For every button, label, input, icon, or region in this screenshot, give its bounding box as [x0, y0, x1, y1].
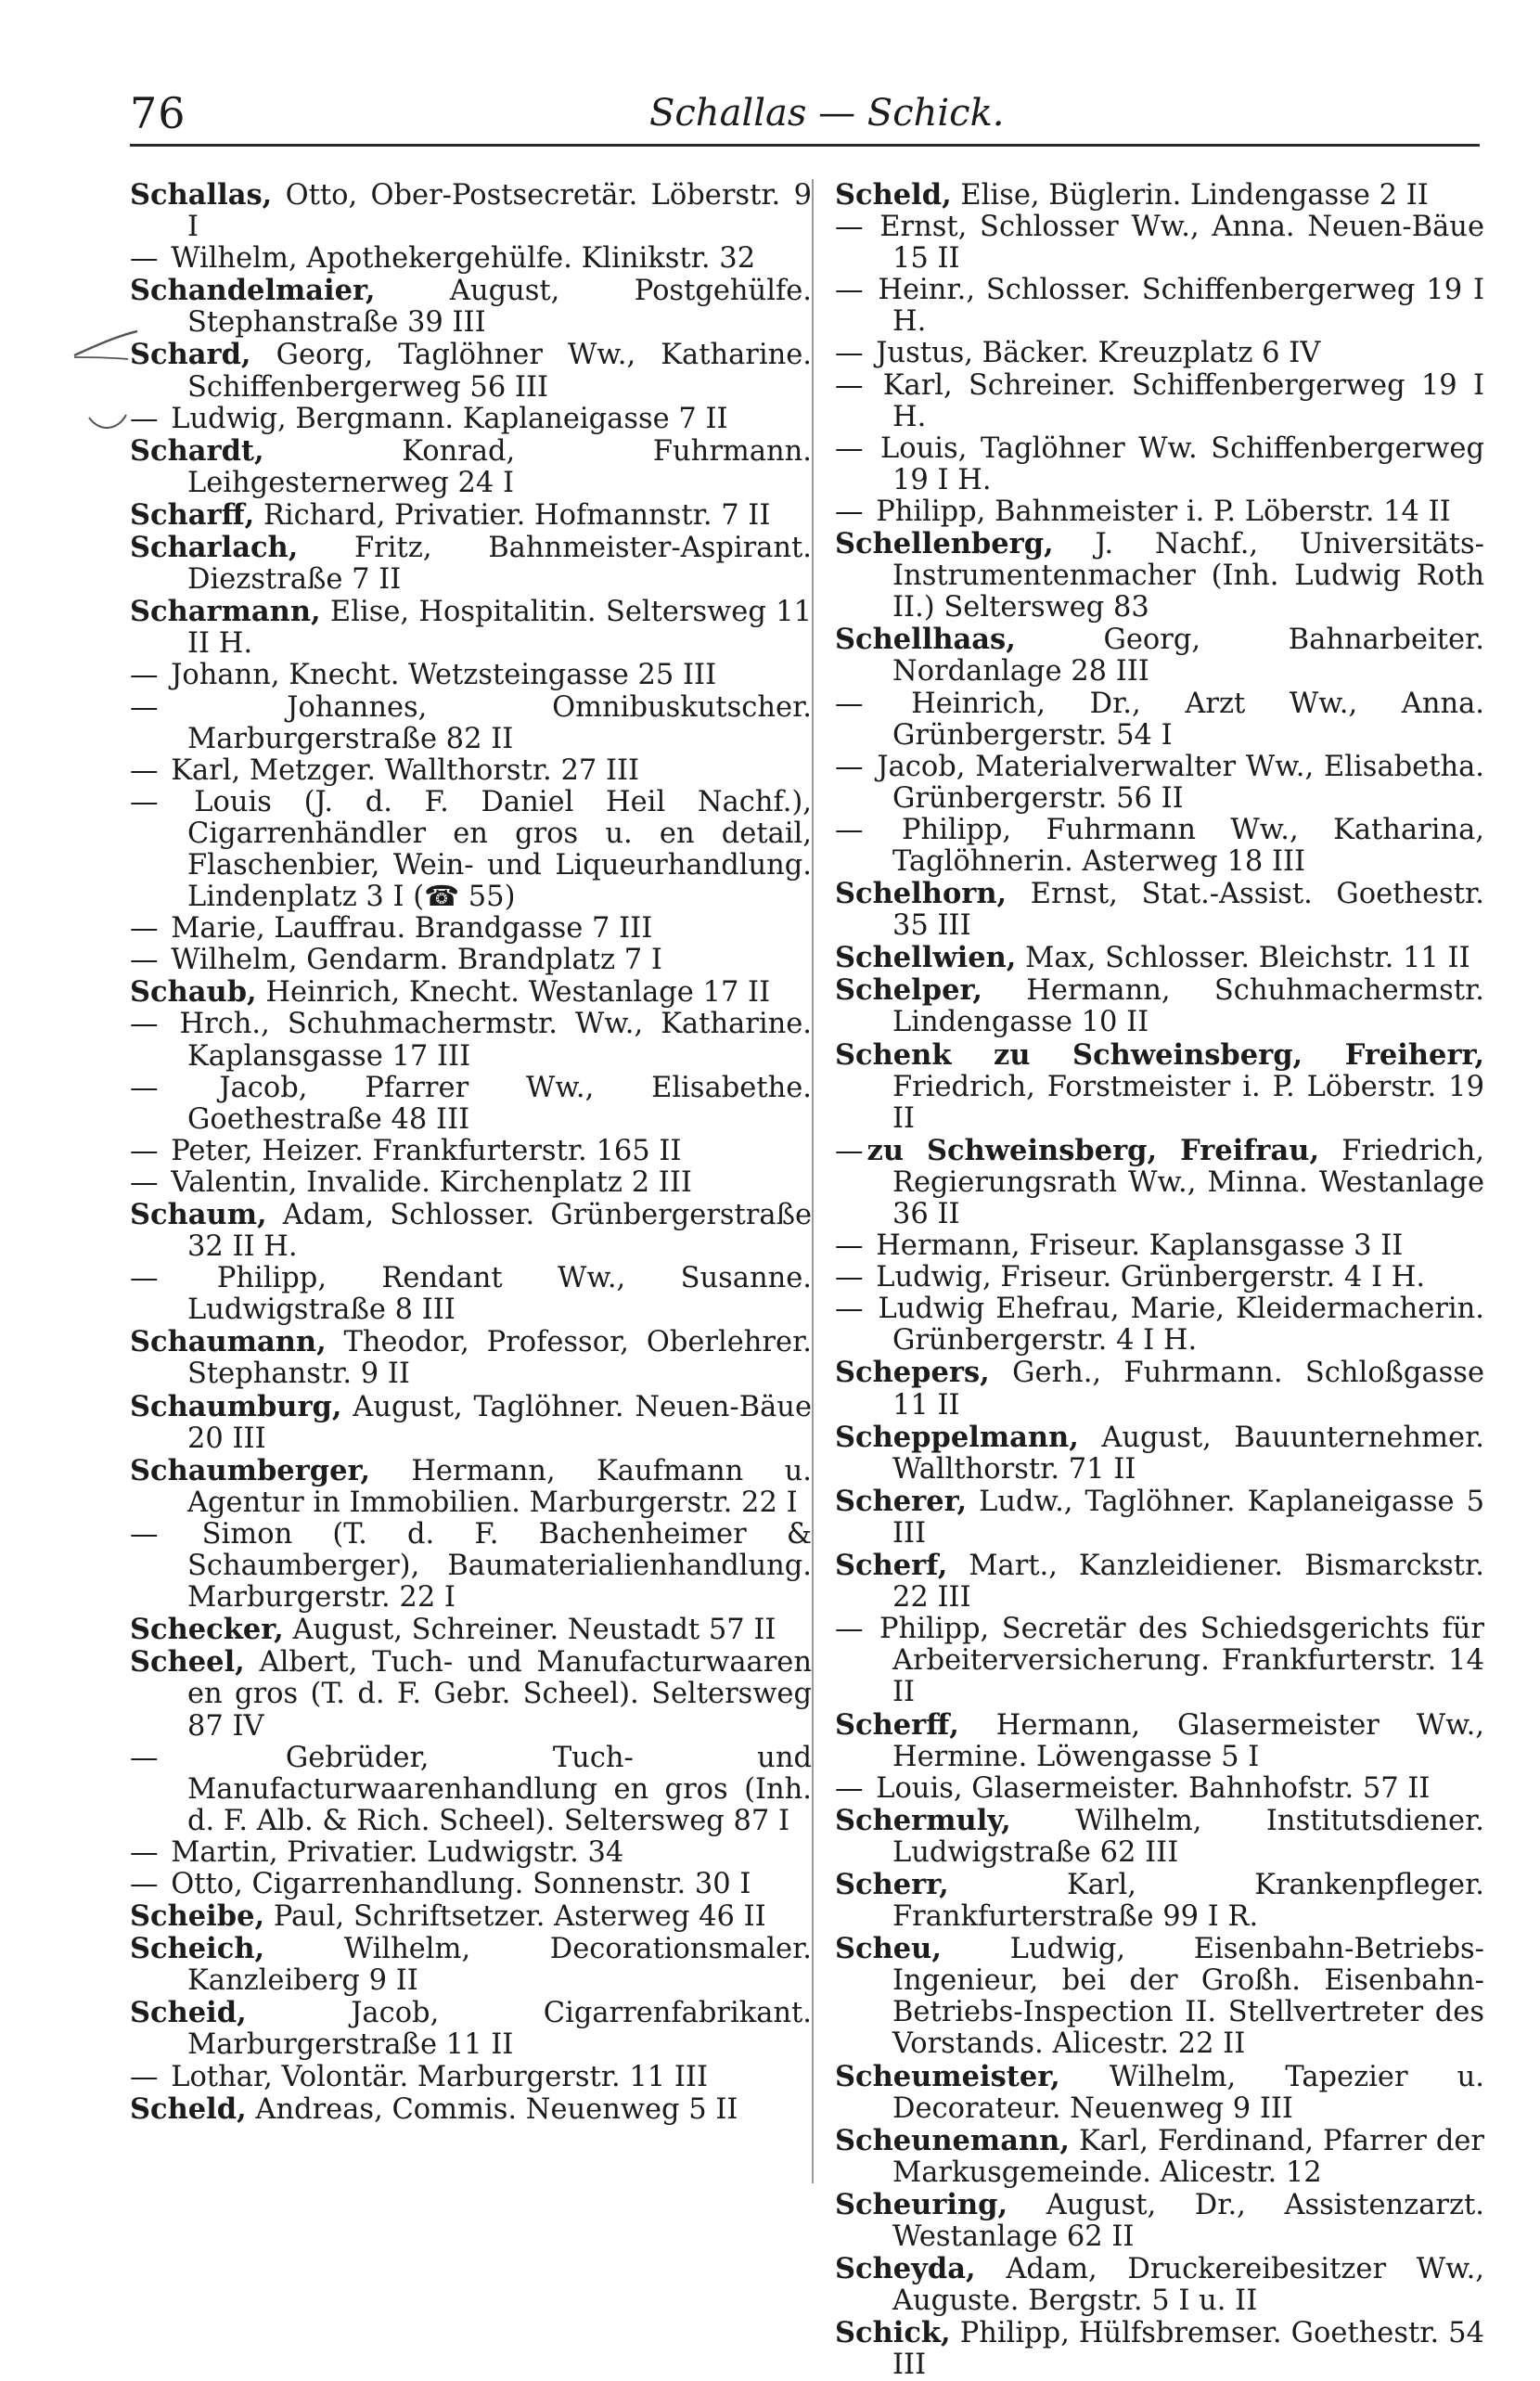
directory-entry — [130, 1199, 812, 1263]
entry-details: August, Postgehülfe. Stephanstraße 39 III — [187, 275, 812, 340]
directory-entry — [130, 1167, 812, 1199]
directory-entry — [835, 878, 1484, 942]
repeat-dash: — — [835, 1293, 864, 1326]
entry-details: Georg, Bahnarbeiter. Nordanlage 28 III — [892, 624, 1484, 689]
entry-details: Philipp, Fuhrmann Ww., Katharina, Taglöhnerin. Asterweg 18 III — [866, 813, 1484, 878]
directory-entry — [130, 1326, 812, 1390]
entry-details: Friedrich, Forstmeister i. P. Löberstr. 19 II — [892, 1070, 1484, 1135]
entry-surname: Scherf, — [835, 1549, 948, 1583]
directory-entry — [835, 1614, 1484, 1708]
entry-details: Ludwig Ehefrau, Marie, Kleidermacherin. Grünbergerstr. 4 I H. — [866, 1293, 1484, 1358]
entry-details: Heinrich, Knecht. Westanlage 17 II — [256, 976, 771, 1010]
directory-entry — [130, 2093, 812, 2126]
entry-details: Ludwig, Eisenbahn-Betriebs-Ingenieur, bei der Großh. Eisenbahn-Betriebs-Inspection II. Stellvertreter des Vorstands. Alicestr. 22 II — [892, 1933, 1484, 2061]
entry-details: Mart., Kanzleidiener. Bismarckstr. 22 III — [892, 1550, 1484, 1615]
directory-entry — [130, 275, 812, 339]
directory-entry — [835, 212, 1484, 275]
entry-surname: Schelper, — [835, 973, 982, 1008]
directory-entry — [835, 1039, 1484, 1135]
repeat-dash: — — [130, 944, 159, 977]
directory-entry — [835, 1135, 1484, 1230]
directory-entry — [130, 945, 812, 976]
entry-details: Jacob, Cigarrenfabrikant. Marburgerstraße 11 II — [187, 1997, 812, 2062]
directory-entry — [130, 596, 812, 660]
entry-details: Martin, Privatier. Ludwigstr. 34 — [161, 1835, 624, 1869]
entry-surname: Schard, — [130, 338, 251, 372]
repeat-dash: — — [835, 274, 864, 307]
entry-surname: Scheibe, — [130, 1899, 265, 1934]
entry-surname: Scharlach, — [130, 531, 299, 565]
directory-entry — [130, 660, 812, 691]
entry-details: Wilhelm, Tapezier u. Decorateur. Neuenweg 9 III — [892, 2060, 1484, 2125]
entry-details: Jacob, Pfarrer Ww., Elisabethe. Goethestraße 48 III — [161, 1071, 812, 1136]
entry-surname: Scheu, — [835, 1932, 942, 1966]
directory-entry — [130, 755, 812, 787]
entry-surname: Scheld, — [130, 2091, 247, 2126]
right-column — [835, 179, 1484, 2381]
entry-surname: Schaum, — [130, 1198, 267, 1231]
directory-entry — [130, 179, 812, 243]
directory-entry — [130, 692, 812, 755]
directory-entry — [835, 1486, 1484, 1550]
entry-details: Elise, Hospitalitin. Seltersweg 11 II H. — [187, 596, 812, 661]
entry-details: Louis, Taglöhner Ww. Schiffenbergerweg 19 I H. — [866, 431, 1484, 496]
repeat-dash: — — [835, 813, 864, 846]
repeat-dash: — — [130, 1517, 159, 1551]
entry-details: August, Schreiner. Neustadt 57 II — [283, 1614, 776, 1647]
entry-surname: Schellwien, — [835, 941, 1017, 975]
directory-entry — [835, 1773, 1484, 1805]
page-header — [130, 88, 1480, 144]
repeat-dash: — — [130, 1071, 159, 1104]
directory-entry — [835, 1422, 1484, 1486]
directory-entry — [130, 1997, 812, 2061]
directory-entry — [130, 339, 812, 403]
directory-entry — [130, 1900, 812, 1933]
directory-entry — [835, 1550, 1484, 1614]
directory-entry — [130, 1933, 812, 1997]
repeat-dash: — — [835, 1771, 864, 1805]
entry-details: Albert, Tuch- und Manufacturwaaren en gros (T. d. F. Gebr. Scheel). Seltersweg 87 IV — [187, 1646, 812, 1743]
directory-entry — [130, 976, 812, 1009]
entry-details: Johann, Knecht. Wetzsteingasse 25 III — [161, 659, 717, 692]
entry-surname: Scherr, — [835, 1867, 949, 1901]
entry-surname: Schallas, — [130, 178, 273, 212]
entry-surname: Schenk zu Schweinsberg, Freiherr, — [835, 1037, 1484, 1072]
entry-details: Philipp, Rendant Ww., Susanne. Ludwigstraße 8 III — [161, 1262, 812, 1327]
directory-entry — [835, 338, 1484, 369]
directory-entry — [130, 913, 812, 945]
directory-entry — [835, 2253, 1484, 2317]
repeat-dash: — — [130, 912, 159, 946]
entry-surname: Schellenberg, — [835, 527, 1054, 561]
entry-details: Hrch., Schuhmachermstr. Ww., Katharine. Kaplansgasse 17 III — [161, 1008, 812, 1073]
entry-details: Otto, Ober-Postsecretär. Löberstr. 9 I — [187, 179, 812, 244]
directory-entry — [835, 974, 1484, 1038]
entry-details: Philipp, Bahnmeister i. P. Löberstr. 14 II — [866, 495, 1451, 528]
entry-details: Konrad, Fuhrmann. Leihgesternerweg 24 I — [187, 434, 812, 499]
entry-details: Theodor, Professor, Oberlehrer. Stephanstr. 9 II — [187, 1326, 812, 1391]
entry-details: Heinrich, Dr., Arzt Ww., Anna. Grünbergerstr. 54 I — [866, 687, 1484, 752]
entry-details: J. Nachf., Universitäts-Instrumentenmacher (Inh. Ludwig Roth II.) Seltersweg 83 — [892, 528, 1484, 624]
repeat-dash: — — [835, 337, 864, 370]
page-number: 76 — [130, 88, 186, 138]
entry-details: Wilhelm, Gendarm. Brandplatz 7 I — [161, 944, 662, 977]
entry-details: Adam, Schlosser. Grünbergerstraße 32 II H. — [187, 1199, 812, 1264]
entry-details: Paul, Schriftsetzer. Asterweg 46 II — [264, 1900, 766, 1934]
entry-surname: Scheld, — [835, 178, 952, 212]
entry-details: Hermann, Schuhmachermstr. Lindengasse 10 II — [892, 974, 1484, 1039]
entry-details: Louis, Glasermeister. Bahnhofstr. 57 II — [866, 1771, 1431, 1805]
directory-entry — [130, 1263, 812, 1326]
repeat-dash: — — [130, 1741, 159, 1774]
entry-details: August, Taglöhner. Neuen-Bäue 20 III — [187, 1390, 812, 1455]
entry-details: Marie, Lauffrau. Brandgasse 7 III — [161, 912, 653, 946]
repeat-dash: — — [835, 431, 864, 465]
repeat-dash: — — [130, 1867, 159, 1900]
repeat-dash: — — [835, 368, 864, 402]
entry-details: Adam, Druckereibesitzer Ww., Auguste. Bergstr. 5 I u. II — [892, 2253, 1484, 2318]
directory-entry — [130, 2062, 812, 2093]
directory-entry — [835, 528, 1484, 624]
entry-surname: Schermuly, — [835, 1803, 1011, 1837]
entry-surname: Scharff, — [130, 497, 255, 532]
directory-entry — [130, 1519, 812, 1614]
repeat-dash: — — [130, 2060, 159, 2093]
entry-details: Karl, Schreiner. Schiffenbergerweg 19 I H. — [866, 368, 1484, 433]
directory-entry — [130, 1455, 812, 1519]
entry-details: Philipp, Secretär des Schiedsgerichts für Arbeiterversicherung. Frankfurterstr. 14 II — [866, 1613, 1484, 1709]
entry-surname: Scheuring, — [835, 2187, 1008, 2221]
entry-surname: Schellhaas, — [835, 623, 1016, 657]
entry-details: Friedrich, Regierungsrath Ww., Minna. Westanlage 36 II — [892, 1134, 1484, 1230]
entry-details: Lothar, Volontär. Marburgerstr. 11 III — [161, 2060, 708, 2093]
header-rule — [130, 144, 1480, 147]
entry-details: Louis (J. d. F. Daniel Heil Nachf.), Cigarrenhändler en gros u. en detail, Flaschenbier, Wein- und Liqueurhandlung. Lindenplatz 3 I (☎ 55) — [161, 785, 812, 914]
repeat-dash: — — [130, 1165, 159, 1199]
directory-entry — [130, 404, 812, 435]
directory-entry — [130, 1009, 812, 1072]
repeat-dash: — — [130, 1008, 159, 1041]
entry-details: Karl, Krankenpfleger. Frankfurterstraße 99 I R. — [892, 1868, 1484, 1934]
directory-entry — [835, 815, 1484, 878]
directory-entry — [130, 1646, 812, 1742]
repeat-dash: — — [835, 1229, 864, 1263]
entry-surname: Schepers, — [835, 1356, 990, 1390]
entry-details: Andreas, Commis. Neuenweg 5 II — [246, 2092, 738, 2126]
entry-surname: Scheid, — [130, 1996, 247, 2030]
directory-entry — [130, 1391, 812, 1455]
directory-entry — [835, 2317, 1484, 2381]
entry-surname: Scherer, — [835, 1484, 968, 1518]
repeat-dash: — — [835, 1613, 864, 1646]
directory-entry — [835, 1869, 1484, 1933]
entry-details: Otto, Cigarrenhandlung. Sonnenstr. 30 I — [161, 1867, 751, 1900]
entry-details: Hermann, Glasermeister Ww., Hermine. Löwengasse 5 I — [892, 1708, 1484, 1773]
entry-details: Johannes, Omnibuskutscher. Marburgerstraße 82 II — [161, 690, 812, 755]
entry-surname: Schaumann, — [130, 1325, 327, 1359]
directory-entry — [835, 2061, 1484, 2125]
entry-details: Philipp, Hülfsbremser. Goethestr. 54 III — [892, 2317, 1484, 2381]
entry-surname: Scheyda, — [835, 2252, 976, 2286]
repeat-dash: — — [130, 753, 159, 787]
directory-entry — [835, 1262, 1484, 1293]
entry-details: Peter, Heizer. Frankfurterstr. 165 II — [161, 1134, 682, 1167]
directory-entry — [130, 787, 812, 913]
entry-details: Georg, Taglöhner Ww., Katharine. Schiffenbergerweg 56 III — [187, 339, 812, 404]
directory-entry — [835, 1293, 1484, 1357]
entry-details: Gerh., Fuhrmann. Schloßgasse 11 II — [892, 1357, 1484, 1422]
entry-details: Valentin, Invalide. Kirchenplatz 2 III — [161, 1165, 692, 1199]
entry-surname: Schaumburg, — [130, 1389, 342, 1423]
repeat-dash: — — [835, 750, 864, 783]
entry-details: Heinr., Schlosser. Schiffenbergerweg 19 I H. — [866, 274, 1484, 339]
entry-surname: Scharmann, — [130, 595, 321, 629]
directory-entry — [835, 1805, 1484, 1869]
entry-surname: Schick, — [835, 2316, 951, 2350]
entry-details: Ludwig, Friseur. Grünbergerstr. 4 I H. — [866, 1261, 1426, 1294]
entry-surname: Schelhorn, — [835, 877, 1007, 911]
left-column — [130, 179, 812, 2126]
directory-entry — [130, 1073, 812, 1136]
repeat-dash: — — [835, 1261, 864, 1294]
directory-entry — [130, 243, 812, 275]
repeat-dash: — — [130, 242, 159, 276]
directory-entry — [130, 435, 812, 499]
entry-surname: Scheunemann, — [835, 2123, 1070, 2157]
directory-entry — [835, 179, 1484, 212]
column-divider — [812, 179, 814, 2183]
directory-entry — [130, 1614, 812, 1646]
entry-surname: Scheppelmann, — [835, 1420, 1079, 1454]
entry-details: Hermann, Kaufmann u. Agentur in Immobilien. Marburgerstr. 22 I — [187, 1454, 812, 1519]
directory-entry — [835, 2125, 1484, 2189]
entry-details: August, Bauunternehmer. Wallthorstr. 71 II — [892, 1421, 1484, 1486]
repeat-dash: — — [130, 1134, 159, 1167]
directory-entry — [835, 275, 1484, 338]
entry-surname: Scheumeister, — [835, 2059, 1060, 2093]
entry-surname: Schecker, — [130, 1613, 284, 1647]
directory-entry — [835, 624, 1484, 688]
directory-entry — [130, 1869, 812, 1900]
directory-entry — [835, 942, 1484, 974]
repeat-dash: — — [835, 211, 864, 244]
entry-surname: Schaumberger, — [130, 1453, 370, 1487]
entry-details: Karl, Metzger. Wallthorstr. 27 III — [161, 753, 640, 787]
entry-details: Richard, Privatier. Hofmannstr. 7 II — [254, 498, 771, 532]
entry-surname: Schardt, — [130, 433, 264, 468]
entry-details: Wilhelm, Institutsdiener. Ludwigstraße 62 III — [892, 1804, 1484, 1869]
entry-details: Hermann, Friseur. Kaplansgasse 3 II — [866, 1229, 1404, 1263]
directory-entry — [130, 532, 812, 596]
directory-entry — [835, 1357, 1484, 1421]
repeat-dash: — — [835, 687, 864, 720]
directory-entry — [835, 689, 1484, 752]
directory-entry — [130, 1136, 812, 1167]
directory-entry — [130, 1743, 812, 1837]
entry-details: Wilhelm, Decorationsmaler. Kanzleiberg 9 II — [187, 1933, 812, 1998]
repeat-dash: — — [130, 659, 159, 692]
entry-details: Ernst, Schlosser Ww., Anna. Neuen-Bäue 15 II — [866, 211, 1484, 276]
entry-surname: Scherff, — [835, 1707, 959, 1742]
directory-entry — [130, 1837, 812, 1869]
entry-details: Karl, Ferdinand, Pfarrer der Markusgemeinde. Alicestr. 12 — [892, 2124, 1484, 2189]
entry-details: Elise, Büglerin. Lindengasse 2 II — [951, 179, 1429, 212]
repeat-dash: — — [130, 690, 159, 724]
repeat-dash: — — [130, 1262, 159, 1295]
entry-details: Jacob, Materialverwalter Ww., Elisabetha. Grünbergerstr. 56 II — [866, 750, 1484, 815]
entry-details: Fritz, Bahnmeister-Aspirant. Diezstraße 7 II — [187, 532, 812, 597]
directory-entry — [835, 496, 1484, 528]
repeat-dash: — — [130, 1835, 159, 1869]
directory-entry — [835, 1933, 1484, 2060]
entry-surname: Schandelmaier, — [130, 274, 376, 308]
entry-details: August, Dr., Assistenzarzt. Westanlage 62 II — [892, 2188, 1484, 2253]
repeat-dash: — — [130, 402, 159, 435]
entry-surname: Schaub, — [130, 975, 257, 1010]
repeat-dash: — — [835, 495, 864, 528]
running-head: Schallas — Schick. — [649, 92, 1005, 135]
entry-surname: Scheich, — [130, 1932, 265, 1966]
entry-details: Ernst, Stat.-Assist. Goethestr. 35 III — [892, 878, 1484, 943]
entry-details: Ludwig, Bergmann. Kaplaneigasse 7 II — [161, 402, 728, 435]
directory-entry — [835, 2189, 1484, 2253]
directory-entry — [130, 499, 812, 532]
entry-details: Ludw., Taglöhner. Kaplaneigasse 5 III — [892, 1485, 1484, 1550]
directory-entry — [835, 752, 1484, 815]
entry-surname: zu Schweinsberg, Freifrau, — [866, 1133, 1320, 1167]
repeat-dash: — — [835, 1134, 864, 1167]
entry-details: Wilhelm, Apothekergehülfe. Klinikstr. 32 — [161, 242, 756, 276]
entry-details: Justus, Bäcker. Kreuzplatz 6 IV — [866, 337, 1321, 370]
entry-details: Simon (T. d. F. Bachenheimer & Schaumberger), Baumaterialienhandlung. Marburgerstr. 22 I — [161, 1517, 812, 1615]
entry-surname: Scheel, — [130, 1645, 245, 1680]
directory-entry — [835, 1230, 1484, 1262]
directory-entry — [835, 433, 1484, 496]
entry-details: Max, Schlosser. Bleichstr. 11 II — [1016, 942, 1470, 975]
repeat-dash: — — [130, 785, 159, 818]
entry-details: Gebrüder, Tuch- und Manufacturwaarenhandlung en gros (Inh. d. F. Alb. & Rich. Scheel). Seltersweg 87 I — [161, 1741, 812, 1837]
directory-entry — [835, 1709, 1484, 1773]
directory-entry — [835, 370, 1484, 433]
